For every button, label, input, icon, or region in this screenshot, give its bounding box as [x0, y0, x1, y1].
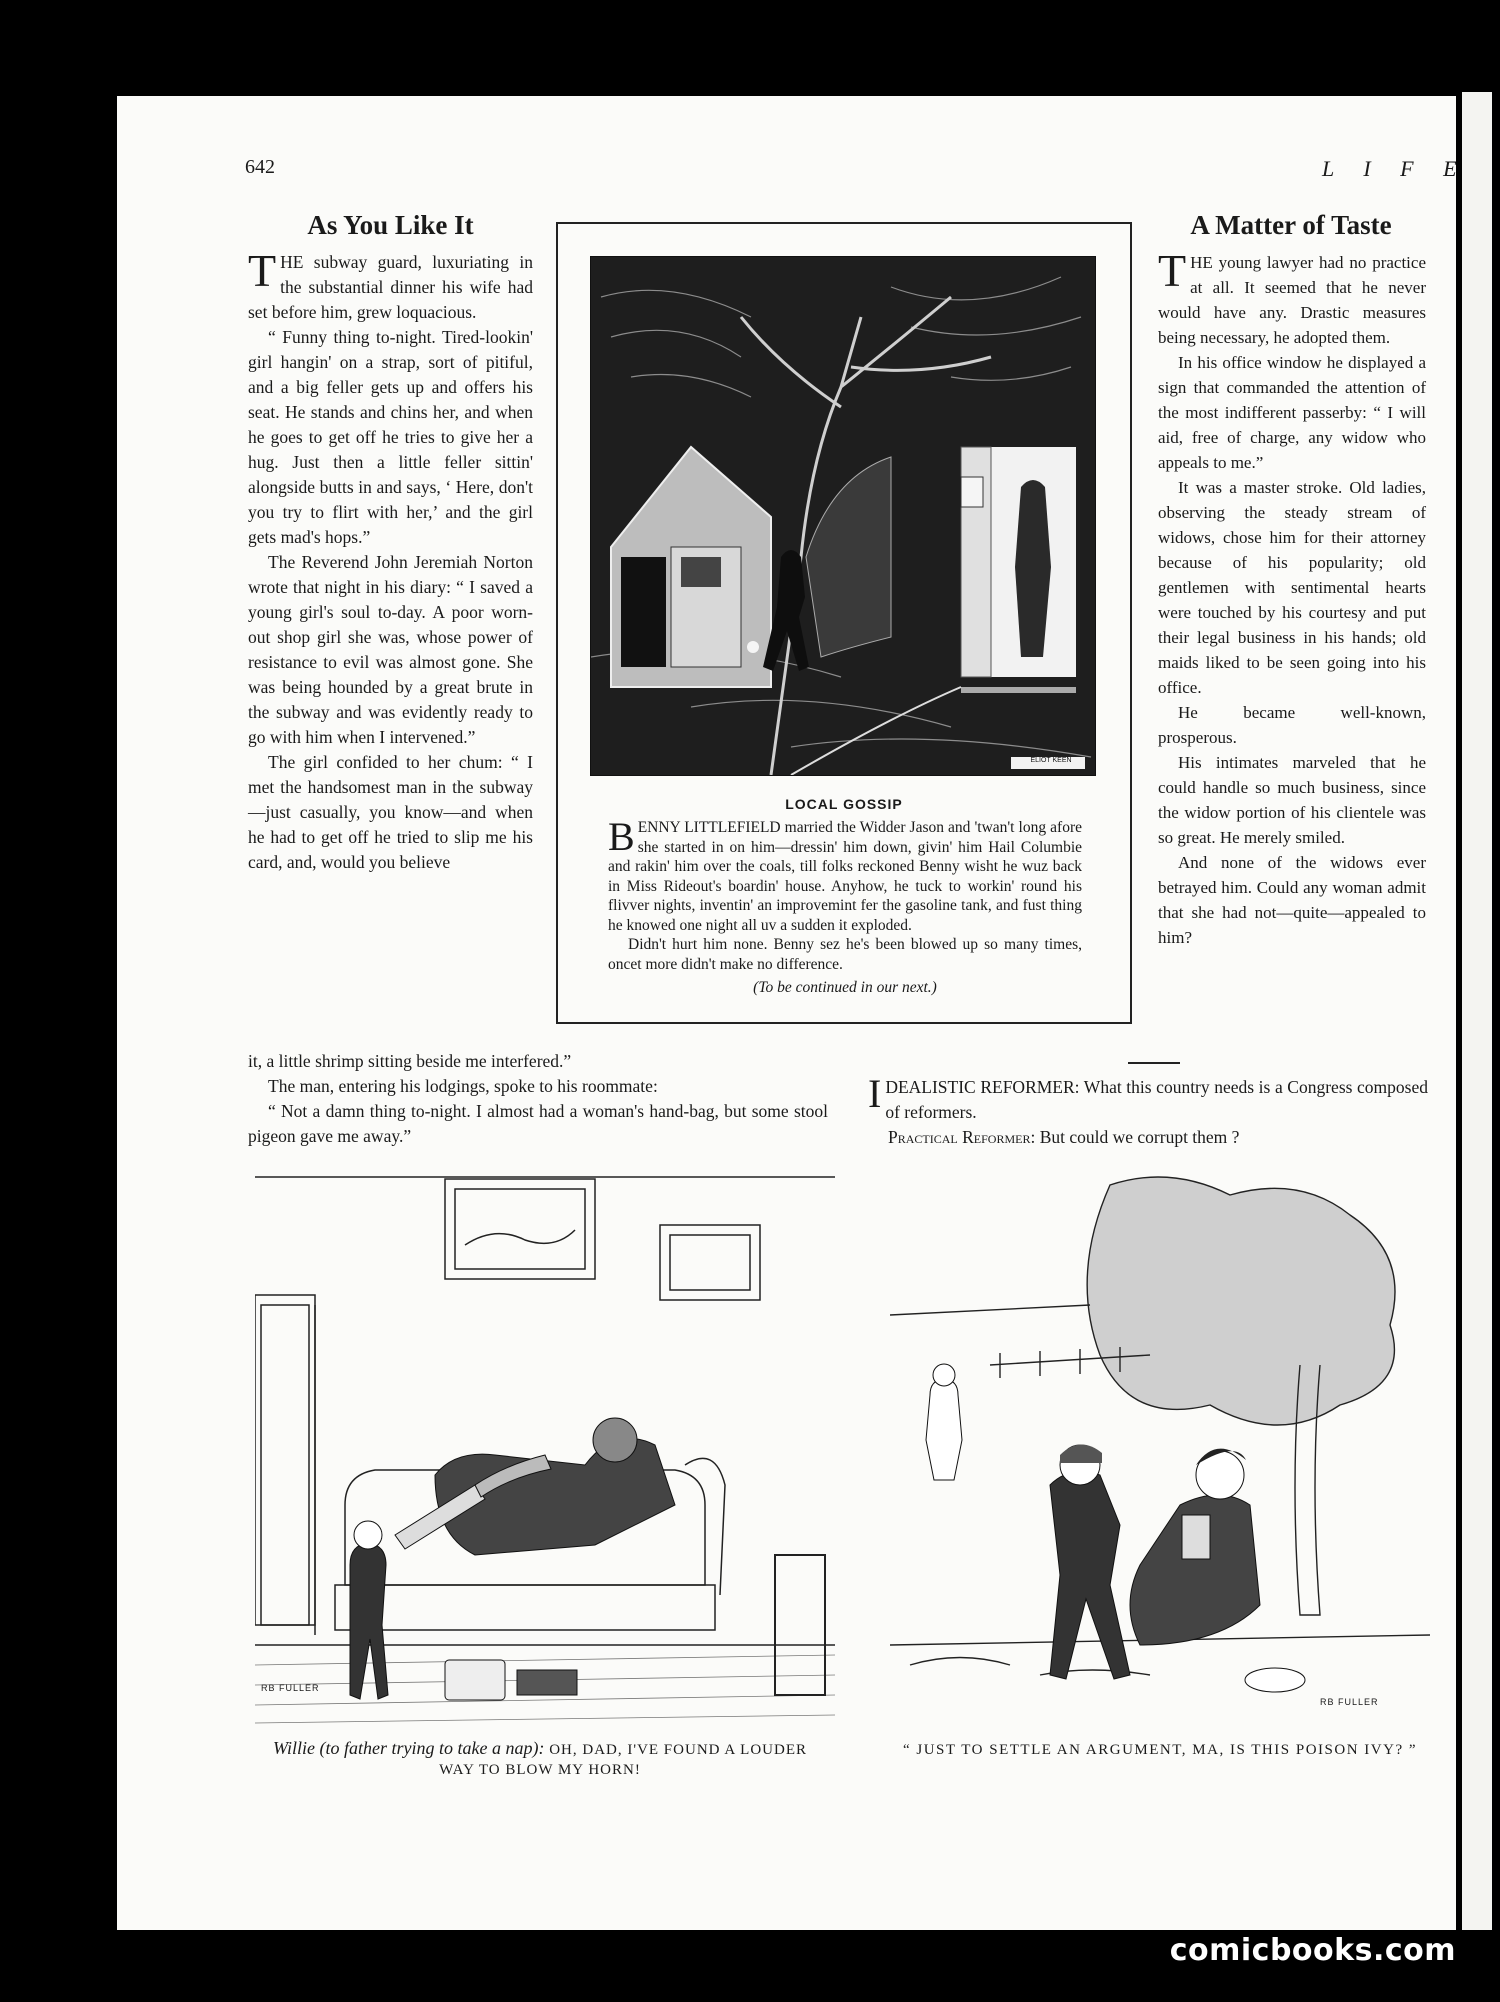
drop-cap: T: [248, 245, 277, 296]
left-story-paragraph: “ Funny thing to-night. Tired-lookin' girl hangin' on a strap, sort of pitiful, and a big feller gets up and offers his seat. He stands and chins her, and when he goes to get off he tries to give her a hug. Just then a little feller sittin' alongside butts in and says, ‘ Here, don't you try to flirt with her,’ and the girl gets mad's hops.”: [248, 327, 533, 547]
living-room-drawing: [255, 1175, 835, 1725]
night-scene-drawing: [591, 257, 1095, 775]
local-gossip-text: [608, 814, 1082, 998]
cartoon-signature: RB FULLER: [261, 1683, 320, 1693]
poison-ivy-cartoon: [890, 1165, 1430, 1725]
right-story-paragraph: In his office window he displayed a sign that commanded the attention of the most indifferent passerby: “ I will aid, free of charge, any widow who appeals to me.”: [1158, 353, 1426, 472]
right-story-paragraph: He became well-known, prosperous.: [1158, 703, 1426, 747]
watermark-logo: comicbooks.com: [1169, 1933, 1456, 1968]
gossip-paragraph: BENNY LITTLEFIELD married the Widder Jason and 'twan't long afore she started in on him—dressin' him down, givin' him Hail Columbie and rakin' him over the coals, till folks reckoned Benny wisht he wuz back in Miss Rideout's boardin' house. Anyhow, he tuck to workin' round his flivver nights, inventin' an improvemint fer the gasoline tank, and fust thing he knowed one night all uv a sudden it exploded.: [608, 814, 1082, 934]
reformer-dialogue: [868, 1071, 1428, 1150]
right-cartoon-caption: “ JUST TO SETTLE AN ARGUMENT, MA, IS THIS POISON IVY? ”: [902, 1742, 1418, 1758]
left-story-continuation: [248, 1049, 828, 1149]
reformer-line-1: IDEALISTIC REFORMER: What this country needs is a Congress composed of reformers.: [868, 1071, 1428, 1122]
left-story-paragraph: The man, entering his lodgings, spoke to his roommate:: [268, 1076, 658, 1096]
page-number: 642: [245, 156, 275, 178]
poison-ivy-drawing: [890, 1165, 1430, 1725]
adjacent-page-edge: [1462, 92, 1492, 1930]
right-story-body: [1158, 245, 1426, 950]
magazine-title: L I F E: [1322, 156, 1469, 181]
reformer-line-2: Practical Reformer: But could we corrupt them ?: [888, 1127, 1240, 1147]
cartoon-signature: RB FULLER: [1320, 1697, 1379, 1707]
drop-cap: B: [608, 814, 635, 859]
drop-cap: I: [868, 1071, 882, 1116]
living-room-cartoon: [255, 1175, 835, 1725]
caption-text: OH, DAD, I'VE FOUND A LOUDER WAY TO BLOW MY HORN!: [439, 1742, 807, 1778]
local-gossip-box: [556, 222, 1132, 1024]
right-story-paragraph: His intimates marveled that he could handle so much business, since the widow portion of his clientele was so great. He merely smiled.: [1158, 753, 1426, 847]
left-story-title: As You Like It: [307, 210, 474, 240]
left-story-paragraph: “ Not a damn thing to-night. I almost had a woman's hand-bag, but some stool pigeon gave me away.”: [248, 1101, 828, 1146]
left-story-paragraph: THE subway guard, luxuriating in the substantial dinner his wife had set before him, grew loquacious.: [248, 245, 533, 322]
local-gossip-title: LOCAL GOSSIP: [785, 796, 903, 812]
night-scene-illustration: [590, 256, 1096, 776]
to-be-continued: (To be continued in our next.): [753, 979, 937, 996]
illustration-signature: ELIOT KEEN: [1030, 757, 1072, 764]
drop-cap: T: [1158, 245, 1187, 296]
caption-speaker: Willie (to father trying to take a nap):: [273, 1738, 545, 1758]
gossip-paragraph: Didn't hurt him none. Benny sez he's been blowed up so many times, oncet more didn't make no difference.: [608, 936, 1082, 973]
left-story-paragraph: it, a little shrimp sitting beside me interfered.”: [248, 1051, 572, 1071]
right-story-paragraph: And none of the widows ever betrayed him. Could any woman admit that she had not—quite—appealed to him?: [1158, 853, 1426, 947]
left-story-paragraph: The girl confided to her chum: “ I met the handsomest man in the subway—just casually, you know—and when he had to get off he tried to slip me his card, and, would you believe: [248, 752, 533, 872]
right-story-paragraph: THE young lawyer had no practice at all. It seemed that he never would have any. Drastic measures being necessary, he adopted them.: [1158, 245, 1426, 347]
right-story-paragraph: It was a master stroke. Old ladies, observing the steady stream of widows, chose him for their attorney because of his popularity; old gentlemen with sentimental hearts were touched by his courtesy and put their legal business in his hands; old maids liked to be seen going into his office.: [1158, 478, 1426, 697]
speaker-label: Practical Reformer:: [888, 1127, 1036, 1147]
left-cartoon-caption: [260, 1738, 820, 1780]
left-story-paragraph: The Reverend John Jeremiah Norton wrote that night in his diary: “ I saved a young girl's soul to-day. A poor worn-out shop girl she was, whose power of resistance to evil was almost gone. She was being hounded by a great brute in the subway and was evidently ready to go with him when I intervened.”: [248, 552, 533, 747]
left-story-body: [248, 245, 533, 875]
right-story-title: A Matter of Taste: [1190, 210, 1392, 240]
section-rule: [1128, 1062, 1180, 1064]
